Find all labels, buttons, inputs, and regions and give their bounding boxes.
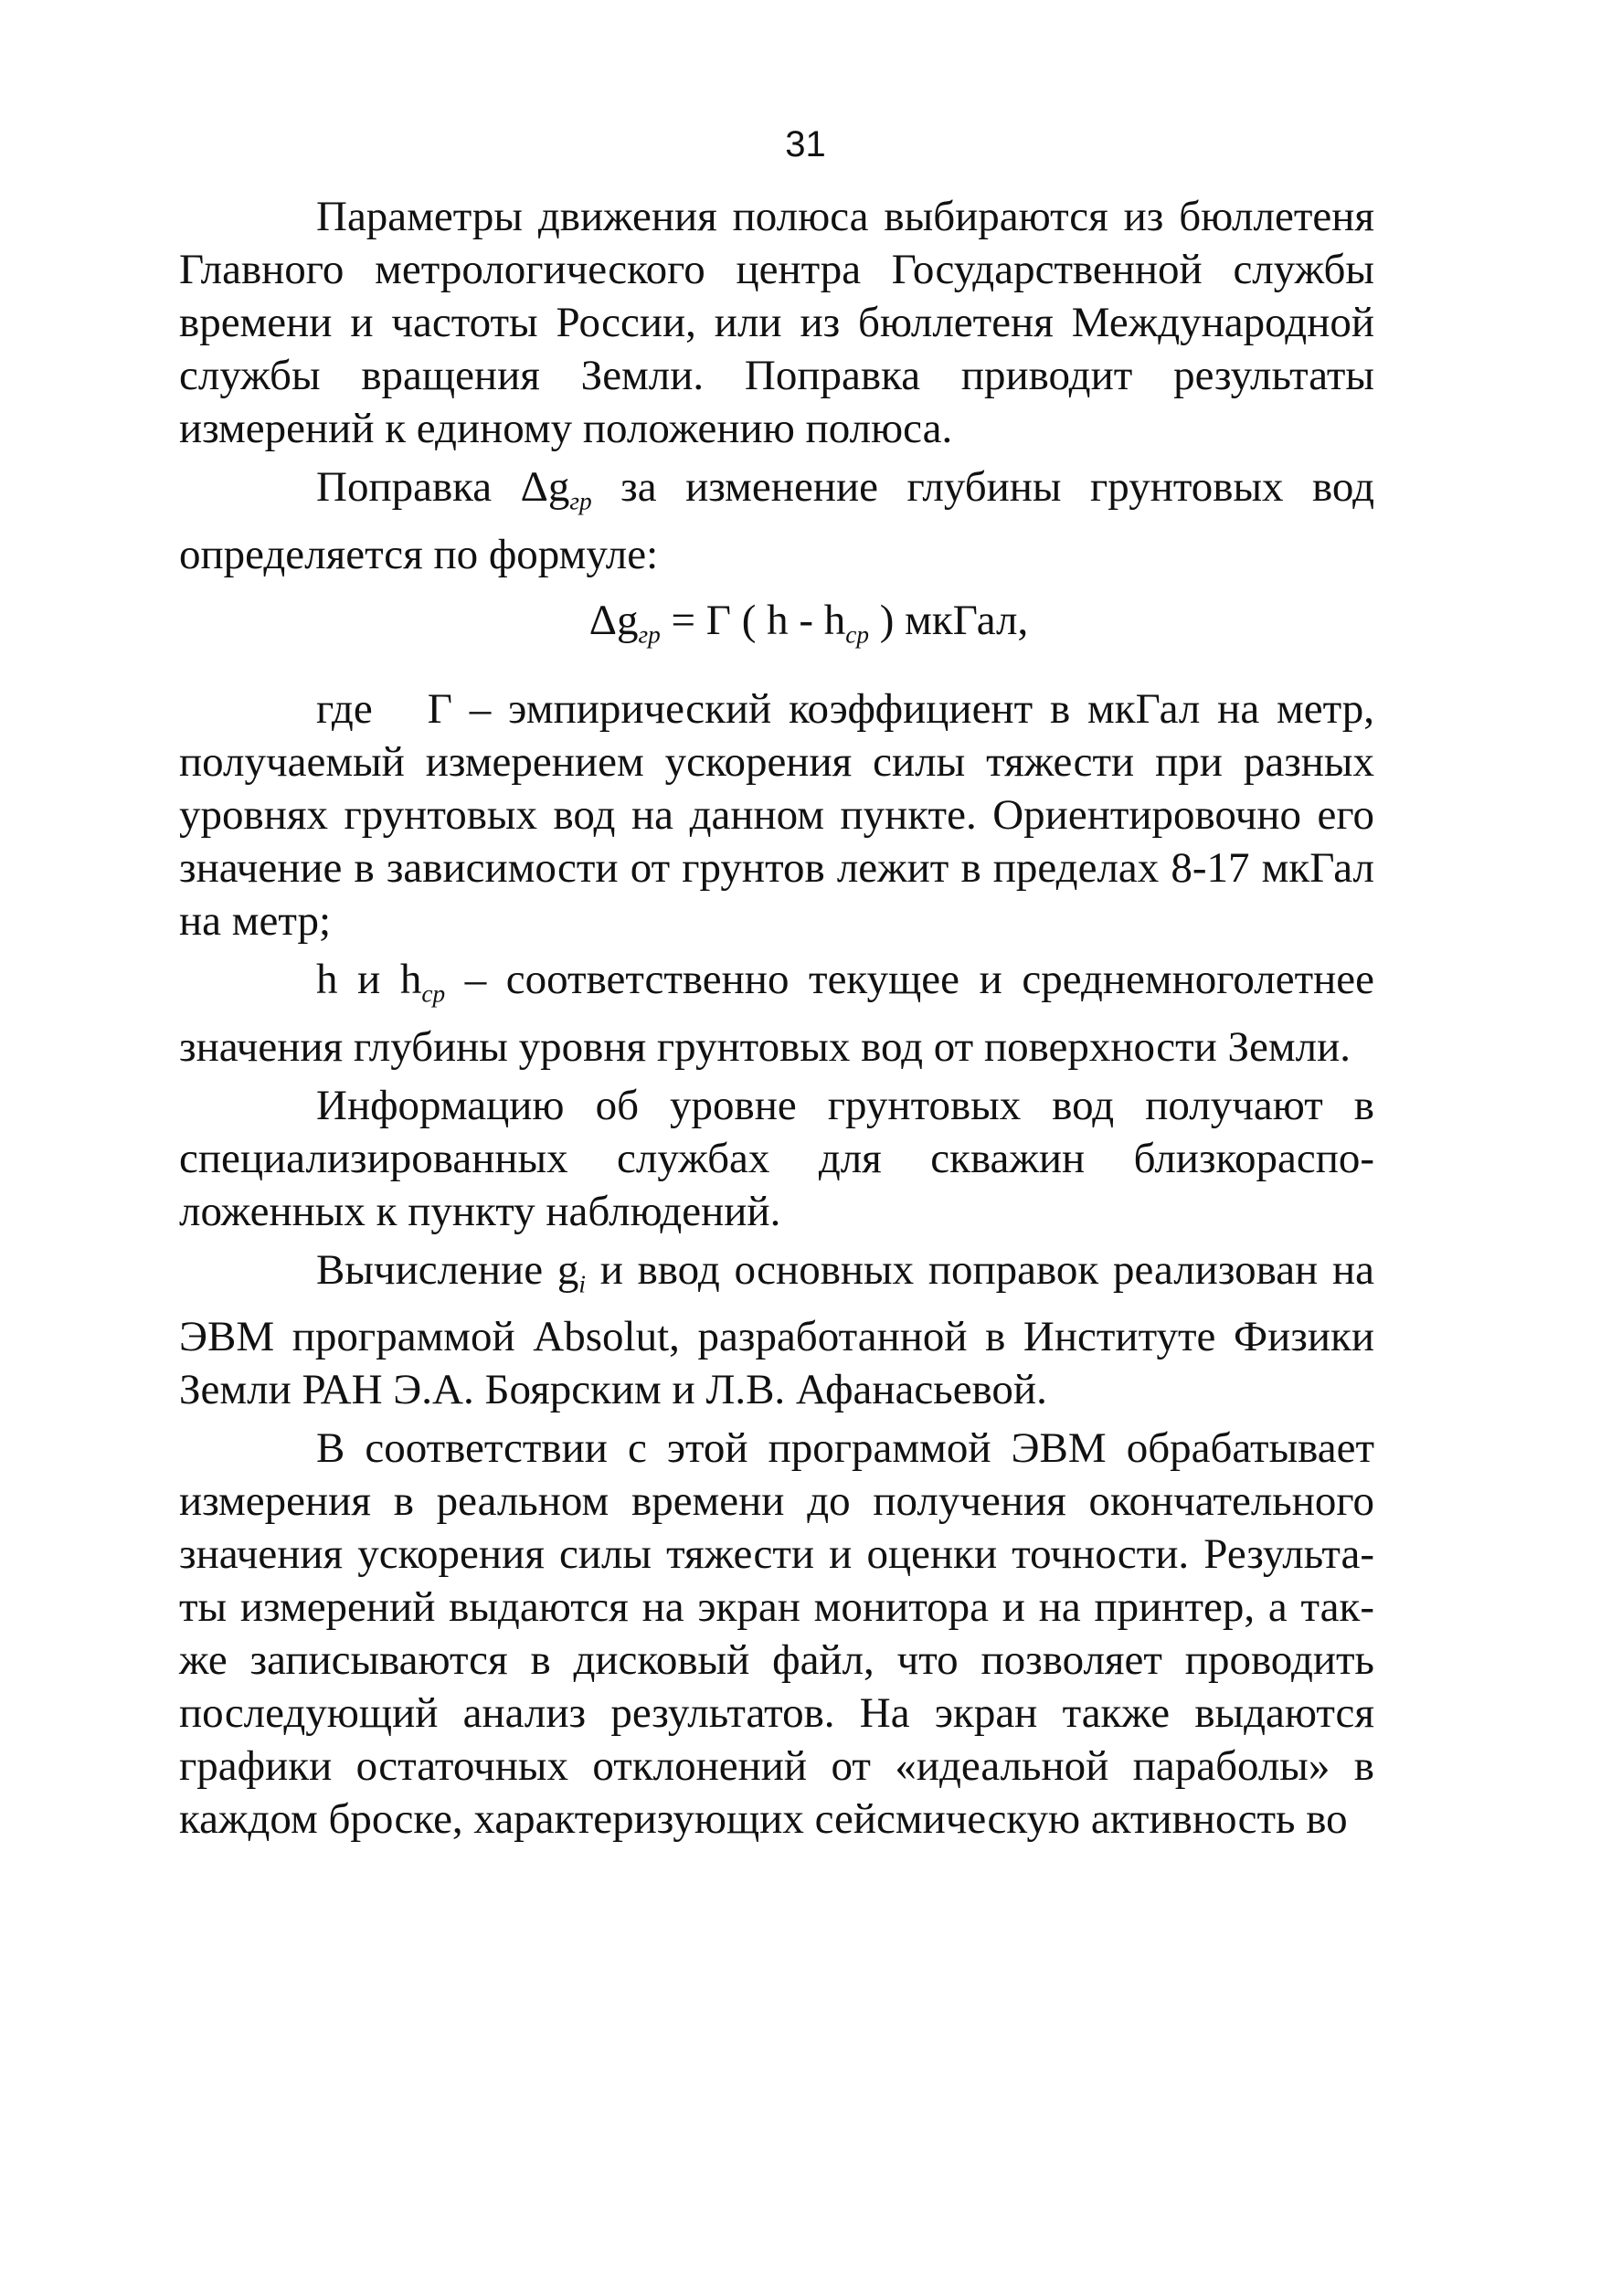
h-symbols: h и h	[316, 956, 422, 1004]
paragraph-text: – соответственно текущее и среднемноголетнее значения глубины уровня грунтовых вод от поверхности Земли.	[179, 956, 1375, 1071]
formula-h-subscript: ср	[845, 620, 869, 649]
paragraph-groundwater-info: Информацию об уровне грунтовых вод получают в специализированных службах для скважин близкорасположенных к пункту наблюдений.	[179, 1081, 1374, 1235]
paragraph-text: и ввод основных поправок реализован на ЭВМ программой Absolut, разработанной в Институте Физики Земли РАН Э.А. Боярским и Л.В. Афанасьевой.	[179, 1245, 1374, 1414]
formula-lhs: Δg	[588, 596, 639, 644]
paragraph-text: Вычисление g	[316, 1245, 579, 1294]
subscript-sr: ср	[421, 979, 446, 1008]
formula	[179, 594, 1374, 661]
page-number: 31	[785, 124, 826, 164]
paragraph-text: Г – эмпирический коэффициент в мкГал на метр, получаемый измерением ускорения силы тяжести при разных уровнях грунтовых вод на данном пункте. Ориентировочно его значение в зависимости от грунтов лежит в пределах 8-17 мкГал на метр;	[179, 685, 1374, 946]
paragraph-program-processing: В соответствии с этой программой ЭВМ обрабатывает измерения в реальном времени до получения окончательного значения ускорения силы тяжести и оценки точности. Результаты измерений выдаются на экран монитора и на принтер, а также записываются в дисковый файл, что позволяет проводить последующий анализ результатов. На экран также выдаются графики остаточных отклонений от «идеальной параболы» в каждом броске, характеризующих сейсмическую активность во	[179, 1424, 1374, 1844]
formula-units: ) мкГал,	[869, 596, 1029, 644]
subscript-i: i	[578, 1270, 586, 1298]
paragraph-h-definition	[179, 953, 1374, 1074]
paragraph-text: Поправка	[316, 463, 521, 511]
formula-lhs-subscript: гр	[638, 620, 661, 649]
delta-g-symbol: Δg	[520, 463, 570, 511]
subscript-gr: гр	[569, 487, 592, 515]
formula-expression: = Г ( h - h	[660, 596, 846, 644]
page-body	[179, 190, 1374, 1846]
where-label: где	[316, 685, 373, 734]
paragraph-text: за изменение глубины грунтовых вод определяется по формуле:	[179, 463, 1374, 578]
paragraph-gamma-definition	[179, 682, 1374, 947]
paragraph-computation	[179, 1243, 1374, 1417]
paragraph-groundwater-correction	[179, 460, 1374, 581]
paragraph-pole-motion: Параметры движения полюса выбираются из бюллетеня Главного метрологического центра Государственной службы времени и частоты России, или из бюллетеня Международной службы вращения Земли. Поправка приводит результаты измерений к единому положению полюса.	[179, 193, 1374, 452]
